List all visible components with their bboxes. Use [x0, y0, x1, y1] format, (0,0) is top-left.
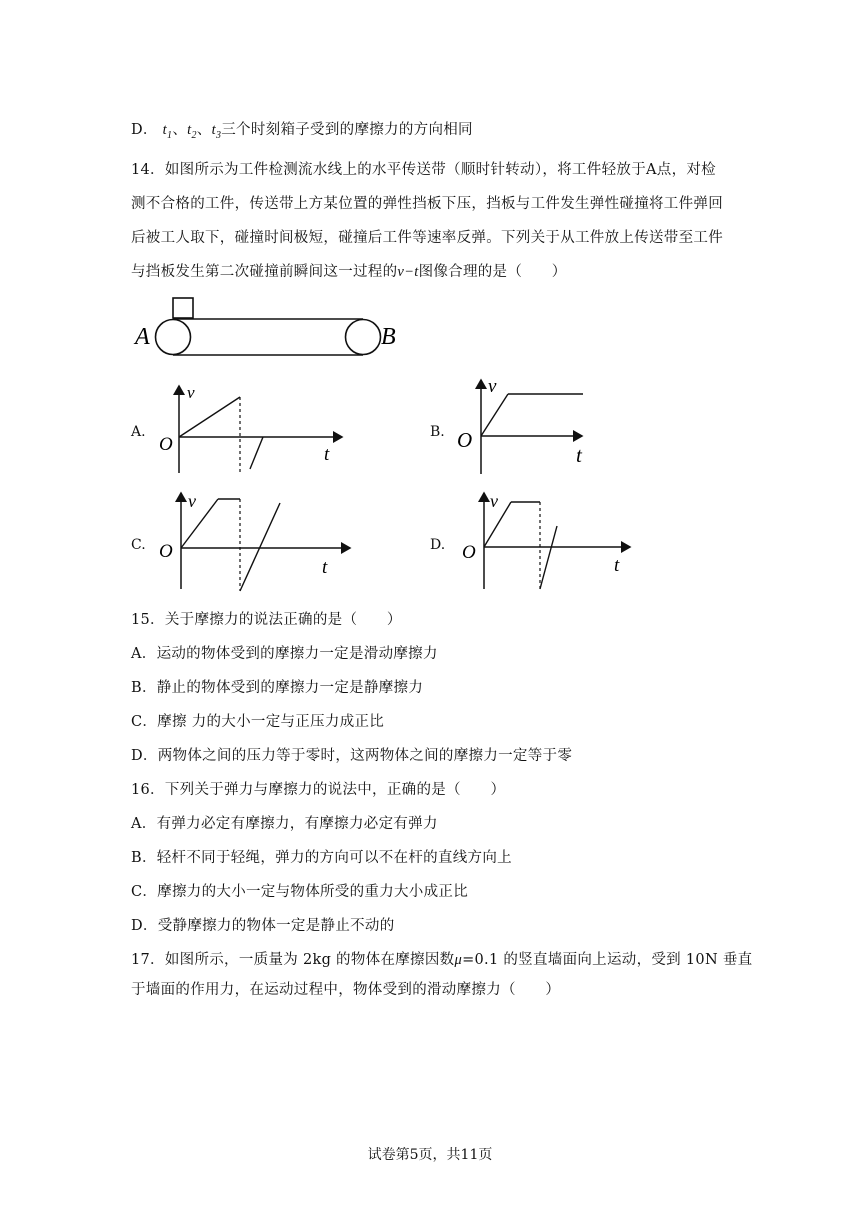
q16-option-a: A．有弹力必定有摩擦力，有摩擦力必定有弹力 — [131, 816, 438, 832]
conveyor-belt-diagram — [130, 292, 410, 362]
q15-option-d: D．两物体之间的压力等于零时，这两物体之间的摩擦力一定等于零 — [131, 748, 573, 764]
q16-option-b: B．轻杆不同于轻绳，弹力的方向可以不在杆的直线方向上 — [131, 850, 512, 866]
option-d-t-label: t — [614, 555, 620, 576]
q14-stem-line-1: 14．如图所示为工件检测流水线上的水平传送带（顺时针转动），将工件轻放于A点，对检 — [131, 162, 716, 178]
q16-stem: 16．下列关于弹力与摩擦力的说法中，正确的是（ ） — [131, 782, 506, 798]
t1-symbol: $t_1$ — [162, 122, 173, 141]
option-d-graph — [456, 485, 636, 595]
page-footer: 试卷第5页，共11页 — [367, 1147, 493, 1163]
option-c-v-label: v — [188, 491, 196, 511]
option-a-accel-line — [179, 397, 240, 437]
option-b-v-label: v — [488, 376, 497, 397]
q15-stem: 15．关于摩擦力的说法正确的是（ ） — [131, 612, 402, 628]
q16-option-d: D．受静摩擦力的物体一定是静止不动的 — [131, 918, 395, 934]
option-d-origin: O — [462, 542, 476, 563]
option-c-origin: O — [159, 541, 173, 562]
q17-stem-line-2: 于墙面的作用力，在运动过程中，物体受到的滑动摩擦力（ ） — [131, 982, 561, 998]
q14-stem-line-2: 测不合格的工件，传送带上方某位置的弹性挡板下压，挡板与工件发生弹性碰撞将工件弹回 — [131, 196, 723, 212]
option-a-t-label: t — [324, 444, 330, 465]
belt-label-a: A — [135, 324, 150, 350]
option-b-label: B. — [430, 424, 445, 440]
q15-option-a: A．运动的物体受到的摩擦力一定是滑动摩擦力 — [131, 646, 438, 662]
q14-stem-line-3: 后被工人取下，碰撞时间极短，碰撞后工件等速率反弹。下列关于从工件放上传送带至工件 — [131, 230, 723, 246]
option-d-label: D. — [430, 537, 446, 553]
option-c-graph — [150, 485, 360, 595]
option-c-return-line — [240, 503, 280, 591]
option-b-accel-line — [481, 394, 508, 436]
t3-symbol: $t_3$ — [211, 122, 222, 141]
option-c-accel-line — [181, 499, 218, 548]
option-a-graph — [150, 378, 350, 478]
workpiece-box — [173, 298, 193, 318]
pulley-left — [156, 320, 191, 355]
q13-option-d: D． $t_1$、$t_2$、$t_3$三个时刻箱子受到的摩擦力的方向相同 — [131, 122, 473, 141]
q15-option-b: B．静止的物体受到的摩擦力一定是静摩擦力 — [131, 680, 424, 696]
q14-stem-line-4: 与挡板发生第二次碰撞前瞬间这一过程的v−t图像合理的是（ ） — [131, 264, 567, 280]
option-d-v-label: v — [490, 491, 498, 511]
option-a-origin: O — [159, 434, 173, 455]
q17-stem-line-1: 17．如图所示，一质量为 2kg 的物体在摩擦因数μ=0.1 的竖直墙面向上运动，受到 10N 垂直 — [131, 952, 753, 968]
mu-symbol: μ — [454, 952, 463, 968]
v-t-symbol: v−t — [397, 264, 419, 280]
option-d-return-line — [540, 526, 557, 589]
pulley-right — [346, 320, 381, 355]
option-c-label: C. — [131, 537, 146, 553]
q15-option-c: C．摩擦 力的大小一定与正压力成正比 — [131, 714, 385, 730]
belt-label-b: B — [381, 324, 396, 350]
option-a-v-label: v — [187, 383, 195, 402]
option-a-return-line — [250, 437, 263, 469]
option-b-graph — [450, 372, 600, 482]
option-b-t-label: t — [576, 443, 582, 467]
option-c-t-label: t — [322, 557, 328, 578]
option-b-origin: O — [457, 428, 473, 452]
t2-symbol: $t_2$ — [187, 122, 197, 141]
option-a-label: A. — [131, 424, 146, 440]
q16-option-c: C．摩擦力的大小一定与物体所受的重力大小成正比 — [131, 884, 468, 900]
